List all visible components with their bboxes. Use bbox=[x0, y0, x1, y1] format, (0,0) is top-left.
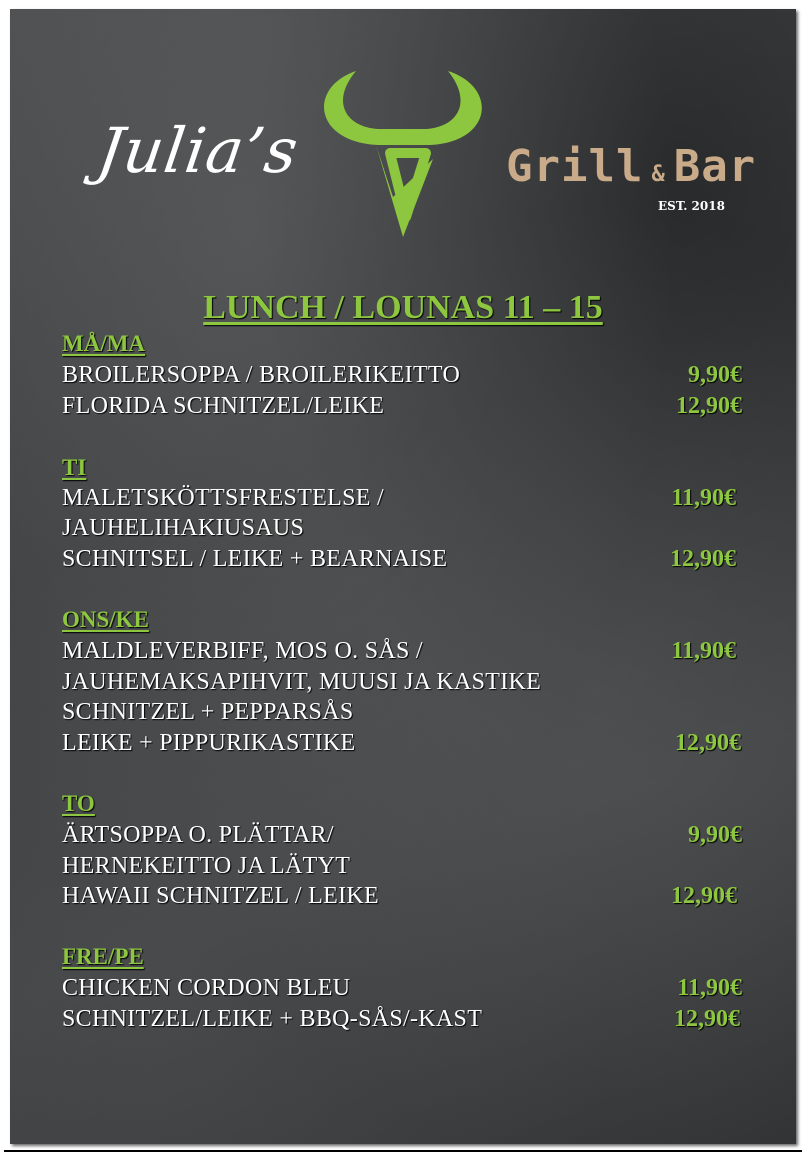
menu-board bbox=[10, 9, 796, 1144]
day-heading-ke: ONS/KE bbox=[62, 607, 149, 632]
menu-item: CHICKEN CORDON BLEU bbox=[62, 975, 351, 1001]
menu-item: FLORIDA SCHNITZEL/LEIKE bbox=[62, 393, 385, 419]
menu-item-price: 11,90€ bbox=[671, 638, 736, 664]
logo-grill-word: Grill bbox=[506, 141, 644, 192]
day-heading-pe: FRE/PE bbox=[62, 944, 144, 969]
menu-item: BROILERSOPPA / BROILERIKEITTO bbox=[62, 362, 461, 388]
day-heading-to: TO bbox=[62, 791, 95, 816]
page-divider bbox=[4, 1150, 802, 1152]
menu-item: MALDLEVERBIFF, MOS O. SÅS / bbox=[62, 638, 423, 664]
menu-item: JAUHELIHAKIUSAUS bbox=[62, 515, 305, 541]
menu-item: SCHNITZEL/LEIKE + BBQ-SÅS/-KAST bbox=[62, 1006, 483, 1032]
menu-item-price: 12,90€ bbox=[670, 546, 736, 572]
menu-item-price: 11,90€ bbox=[671, 485, 736, 511]
day-heading-ti: TI bbox=[62, 455, 87, 480]
menu-item: SCHNITSEL / LEIKE + BEARNAISE bbox=[62, 546, 448, 572]
logo-ampersand: & bbox=[651, 162, 666, 187]
day-heading-ma: MÅ/MA bbox=[62, 331, 146, 356]
bull-logo-icon bbox=[308, 67, 498, 247]
logo-script-name: Julia’s bbox=[92, 114, 304, 187]
menu-item: JAUHEMAKSAPIHVIT, MUUSI JA KASTIKE bbox=[62, 669, 542, 695]
menu-item: LEIKE + PIPPURIKASTIKE bbox=[62, 730, 356, 756]
logo-bar-word: Bar bbox=[673, 141, 757, 192]
menu-item: HERNEKEITTO JA LÄTYT bbox=[62, 853, 351, 879]
menu-item-price: 12,90€ bbox=[676, 393, 742, 419]
menu-item-price: 12,90€ bbox=[674, 1006, 740, 1032]
logo-established: EST. 2018 bbox=[658, 199, 725, 213]
menu-item-price: 11,90€ bbox=[677, 975, 742, 1001]
menu-item-price: 12,90€ bbox=[671, 883, 737, 909]
menu-item: ÄRTSOPPA O. PLÄTTAR/ bbox=[62, 822, 334, 848]
menu-item-price: 12,90€ bbox=[675, 730, 741, 756]
menu-item: SCHNITZEL + PEPPARSÅS bbox=[62, 699, 354, 725]
logo-grill-bar bbox=[506, 141, 756, 192]
menu-item-price: 9,90€ bbox=[688, 362, 742, 388]
menu-item-price: 9,90€ bbox=[688, 822, 742, 848]
menu-item: HAWAII SCHNITZEL / LEIKE bbox=[62, 883, 379, 909]
menu-title: LUNCH / LOUNAS 11 – 15 bbox=[203, 289, 603, 326]
menu-item: MALETSKÖTTSFRESTELSE / bbox=[62, 485, 384, 511]
